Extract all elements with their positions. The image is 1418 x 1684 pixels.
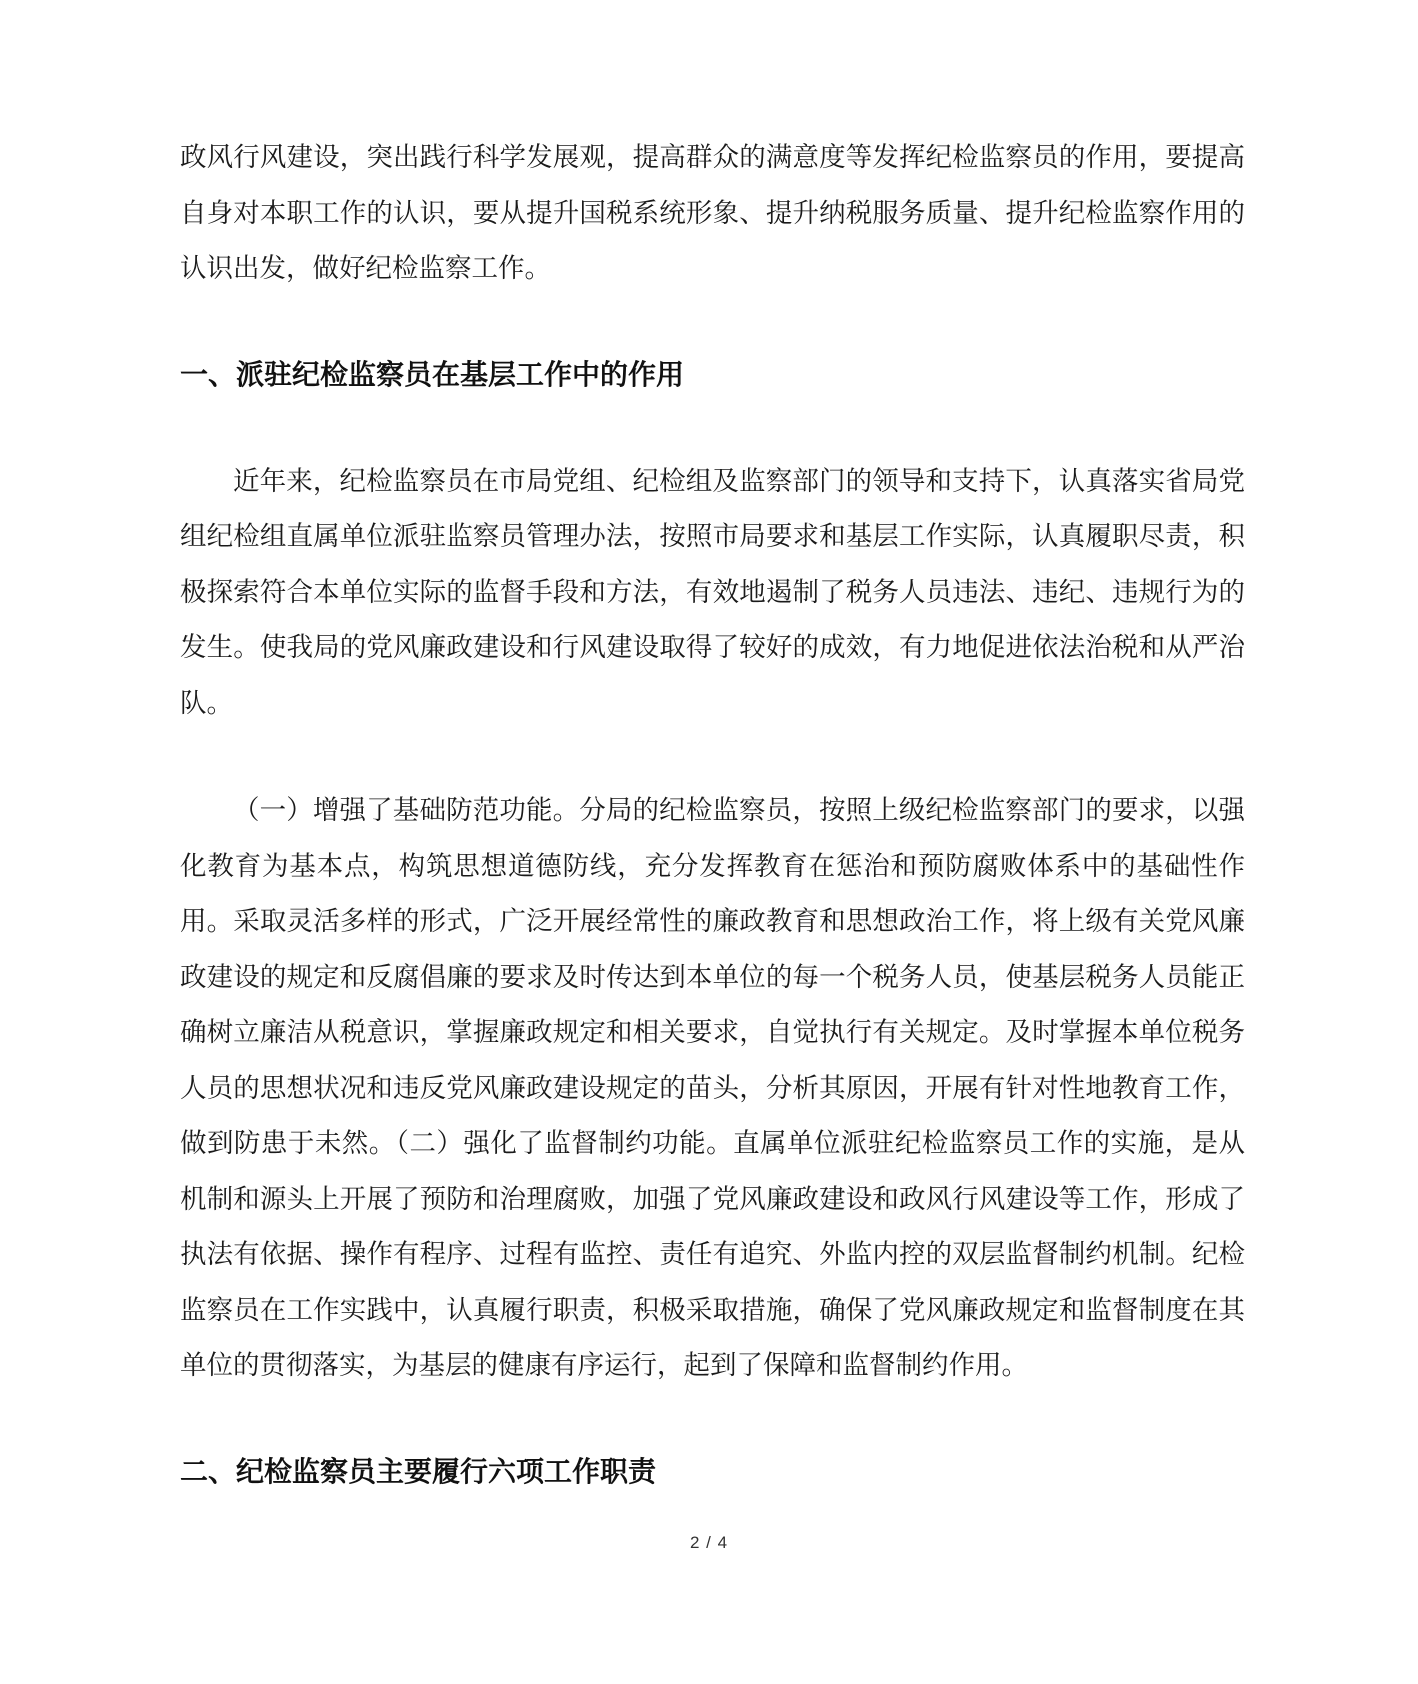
page-number: 2 / 4	[689, 1533, 729, 1552]
section-heading-1: 一、派驻纪检监察员在基层工作中的作用	[180, 357, 685, 391]
paragraph-continuation: 政风行风建设，突出践行科学发展观，提高群众的满意度等发挥纪检监察员的作用，要提高自身对本职工作的认识，要从提升国税系统形象、提升纳税服务质量、提升纪检监察作用的认识出发，做好纪检监察工作。	[180, 142, 1245, 284]
paragraph-functions: （一）增强了基础防范功能。分局的纪检监察员，按照上级纪检监察部门的要求，以强化教育为基本点，构筑思想道德防线，充分发挥教育在惩治和预防腐败体系中的基础性作用。采取灵活多样的形式，广泛开展经常性的廉政教育和思想政治工作，将上级有关党风廉政建设的规定和反腐倡廉的要求及时传达到本单位的每一个税务人员，使基层税务人员能正确树立廉洁从税意识，掌握廉政规定和相关要求，自觉执行有关规定。及时掌握本单位税务人员的思想状况和违反党风廉政建设规定的苗头，分析其原因，开展有针对性地教育工作，做到防患于未然。（二）强化了监督制约功能。直属单位派驻纪检监察员工作的实施，是从机制和源头上开展了预防和治理腐败，加强了党风廉政建设和政风行风建设等工作，形成了执法有依据、操作有程序、过程有监控、责任有追究、外监内控的双层监督制约机制。纪检监察员在工作实践中，认真履行职责，积极采取措施，确保了党风廉政规定和监督制度在其单位的贯彻落实，为基层的健康有序运行，起到了保障和监督制约作用。	[180, 795, 1245, 1381]
paragraph-intro: 近年来，纪检监察员在市局党组、纪检组及监察部门的领导和支持下，认真落实省局党组纪检组直属单位派驻监察员管理办法，按照市局要求和基层工作实际，认真履职尽责，积极探索符合本单位实际的监督手段和方法，有效地遏制了税务人员违法、违纪、违规行为的发生。使我局的党风廉政建设和行风建设取得了较好的成效，有力地促进依法治税和从严治队。	[180, 465, 1245, 719]
document-body	[180, 130, 1245, 1499]
section-heading-2: 二、纪检监察员主要履行六项工作职责	[180, 1454, 657, 1488]
